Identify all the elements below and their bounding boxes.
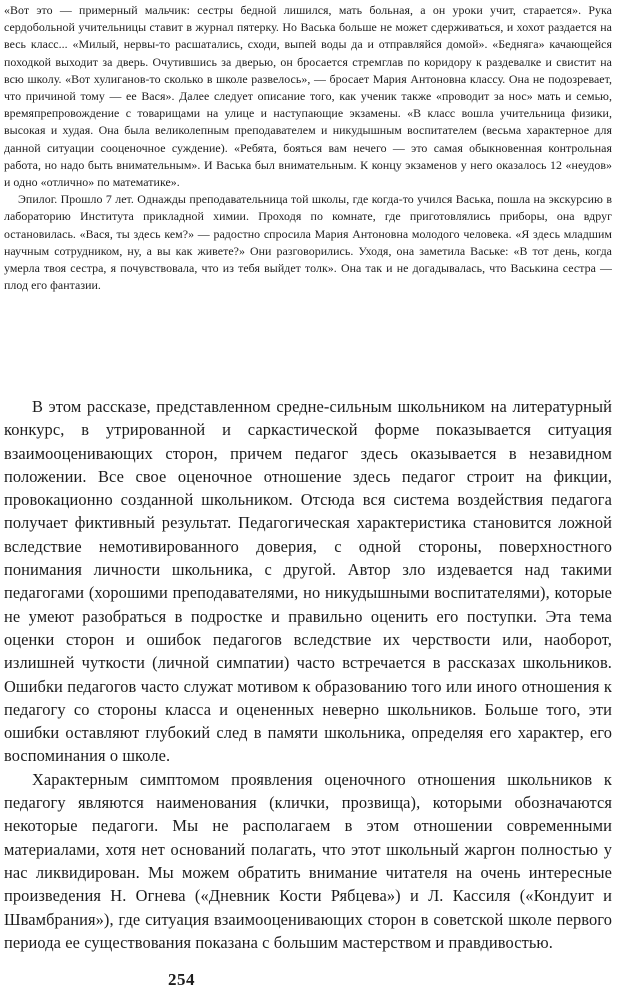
- body-paragraph: В этом рассказе, представленном средне-сильным школьником на литературный конкурс, в утрированной и саркастической форме показывается ситуация взаимооценивающих сторон, причем педагог здесь оказывается в незавидном положении. Все свое оценочное отношение здесь педагог строит на фикции, провокационно созданной школьником. Отсюда вся система воздействия педагога получает фиктивный результат. Педагогическая характеристика становится ложной вследствие немотивированного доверия, с одной стороны, поверхностного понимания личности школьника, с другой. Автор зло издевается над такими педагогами (хорошими преподавателями, но никудышными воспитателями), которые не умеют разобраться в подростке и правильно оценить его поступки. Эта тема оценки сторон и ошибок педагогов вследствие их черствости или, наоборот, излишней чуткости (личной симпатии) часто встречается в рассказах школьников. Ошибки педагогов часто служат мотивом к образованию того или иного отношения к педагогу со стороны класса и оцененных неверно школьников. Больше того, эти ошибки оставляют глубокий след в памяти школьника, определяя его характер, его воспоминания о школе.: [4, 397, 612, 766]
- quote-paragraph: «Вот это — примерный мальчик: сестры бедной лишился, мать больная, а он уроки учит, старается». Рука сердобольной учительницы ставит в журнал пятерку. Но Васька больше не может сдерживаться, и хохот раздается на весь класс... «Милый, нервы-то расшатались, сходи, выпей воды да и отправляйся домой». «Бедняга» качающейся походкой выходит за дверь. Очутившись за дверью, он бросается стремглав по коридору к раздевалке и свистит на всю школу. «Вот хулиганов-то сколько в школе развелось», — бросает Мария Антоновна классу. Она не подозревает, что причиной тому — ее Вася». Далее следует описание того, как ученик также «проводит за нос» мать и семью, времяпрепровождение с товарищами на улице и наступающие экзамены. «В класс вошла учительница физики, высокая и худая. Она была великолепным преподавателем и никудышным воспитателем (весьма характерное для данной ситуации сооценочное суждение). «Ребята, бояться вам нечего — это самая обыкновенная контрольная работа, но надо быть внимательным». И Васька был внимательным. К концу экзаменов у него оказалось 12 «неудов» и одно «отлично» по математике».: [4, 3, 612, 190]
- quoted-story-excerpt: [4, 2, 612, 294]
- main-text: [4, 395, 612, 954]
- quote-epilogue-paragraph: Эпилог. Прошло 7 лет. Однажды преподавательница той школы, где когда-то учился Васька, пошла на экскурсию в лабораторию Института прикладной химии. Проходя по комнате, где приготовлялись приборы, она вдруг остановилась. «Вася, ты здесь кем?» — радостно спросила Мария Антоновна молодого человека. «Я здесь младшим научным сотрудником, ну, а вы как живете?» Они разговорились. Уходя, она заметила Ваське: «В тот день, когда умерла твоя сестра, я почувствовала, что из тебя выйдет толк». Она так и не догадывалась, что Васькина сестра — плод его фантазии.: [4, 192, 612, 293]
- page-number: 254: [168, 970, 195, 989]
- body-paragraph: Характерным симптомом проявления оценочного отношения школьников к педагогу являются наименования (клички, прозвища), которыми обозначаются некоторые педагоги. Мы не располагаем в этом отношении современными материалами, хотя нет оснований полагать, что этот школьный жаргон полностью у нас ликвидирован. Мы можем обратить внимание читателя на очень интересные произведения Н. Огнева («Дневник Кости Рябцева») и Л. Кассиля («Кондуит и Швамбрания»), где ситуация взаимооценивающих сторон в советской школе первого периода ее существования показана с большим мастерством и правдивостью.: [4, 769, 612, 952]
